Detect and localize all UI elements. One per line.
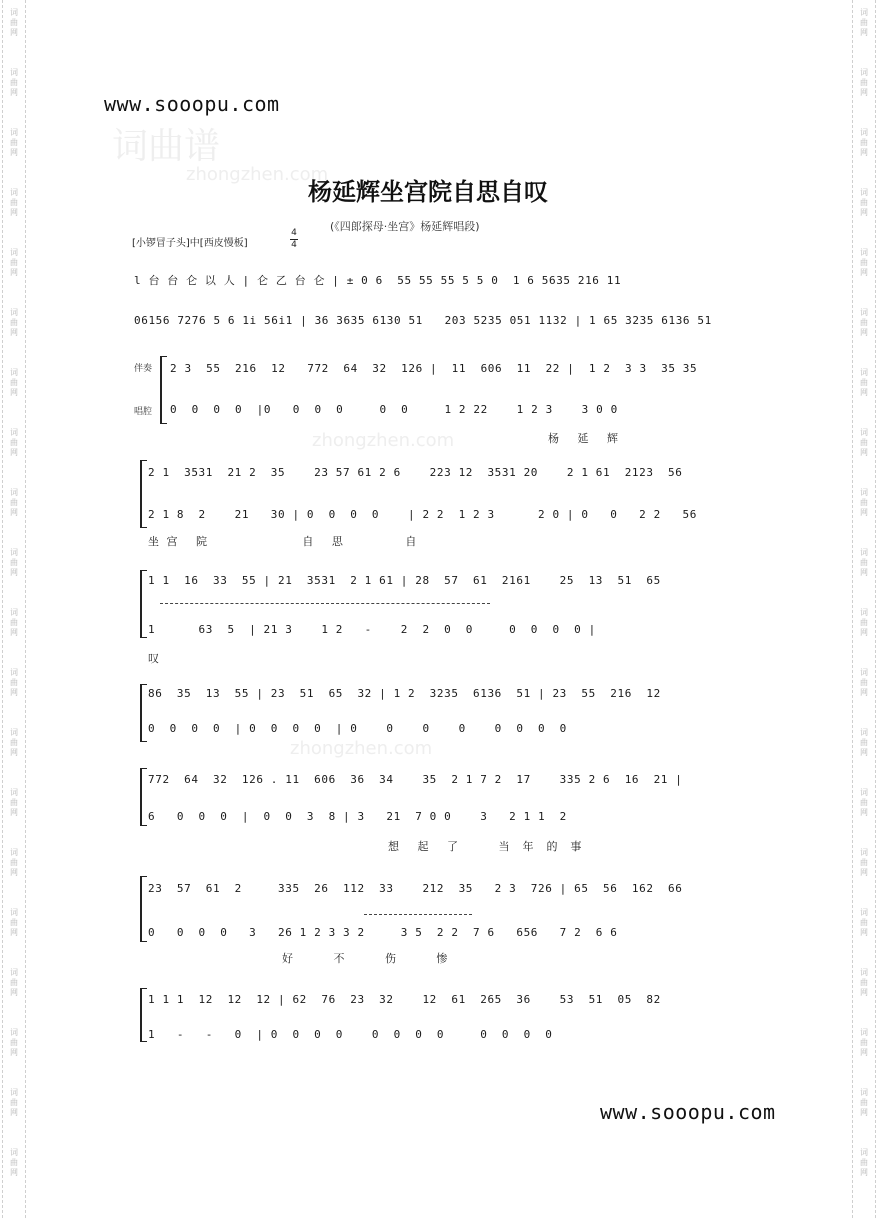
- side-watermark-label: 词 曲 网: [860, 308, 868, 337]
- side-watermark-label: 词 曲 网: [860, 908, 868, 937]
- side-watermark-label: 词 曲 网: [10, 68, 18, 97]
- lyric-line: 想 起 了 当 年 的 事: [388, 840, 584, 853]
- watermark: zhongzhen.com: [312, 430, 455, 451]
- system-bracket: [140, 570, 147, 638]
- site-url-bottom[interactable]: www.sooopu.com: [600, 1100, 776, 1124]
- meter-top: 4: [291, 228, 297, 238]
- notation-line: 6 0 0 0 | 0 0 3 8 | 3 21 7 0 0 3 2 1 1 2: [148, 810, 567, 823]
- side-watermark-label: 词 曲 网: [10, 1148, 18, 1177]
- watermark: zhongzhen.com: [186, 164, 329, 185]
- notation-line: 772 64 32 126 . 11 606 36 34 35 2 1 7 2 17 335 2 6 16 21 |: [148, 773, 683, 786]
- score-subtitle: (《四郎探母·坐宫》杨延辉唱段): [330, 220, 480, 233]
- side-watermark-label: 词 曲 网: [10, 428, 18, 457]
- side-watermark-label: 词 曲 网: [860, 68, 868, 97]
- side-watermark-label: 词 曲 网: [860, 488, 868, 517]
- side-watermark-label: 词 曲 网: [860, 428, 868, 457]
- side-watermark-label: 词 曲 网: [10, 1028, 18, 1057]
- side-watermark-label: 词 曲 网: [860, 548, 868, 577]
- side-watermark-label: 词 曲 网: [10, 848, 18, 877]
- lyric-line: 叹: [148, 652, 161, 665]
- left-margin-strip: [2, 0, 26, 1218]
- right-margin-strip: [852, 0, 876, 1218]
- side-watermark-label: 词 曲 网: [10, 8, 18, 37]
- side-watermark-label: 词 曲 网: [860, 368, 868, 397]
- side-watermark-label: 词 曲 网: [10, 968, 18, 997]
- system-bracket: [160, 356, 167, 424]
- side-watermark-label: 词 曲 网: [10, 908, 18, 937]
- side-watermark-label: 词 曲 网: [860, 248, 868, 277]
- side-watermark-label: 词 曲 网: [860, 188, 868, 217]
- side-watermark-label: 词 曲 网: [10, 608, 18, 637]
- side-watermark-label: 词 曲 网: [860, 1088, 868, 1117]
- side-watermark-label: 词 曲 网: [10, 188, 18, 217]
- system-bracket: [140, 684, 147, 742]
- site-url-top[interactable]: www.sooopu.com: [104, 92, 280, 116]
- notation-line: 1 1 16 33 55 | 21 3531 2 1 61 | 28 57 61 2161 25 13 51 65: [148, 574, 661, 587]
- meter-bottom: 4: [291, 240, 297, 250]
- side-watermark-label: 词 曲 网: [10, 248, 18, 277]
- side-watermark-label: 词 曲 网: [10, 368, 18, 397]
- side-watermark-label: 词 曲 网: [860, 1148, 868, 1177]
- tempo-marking: [小锣冒子头]中[西皮慢板]: [132, 238, 248, 249]
- watermark: zhongzhen.com: [290, 738, 433, 759]
- system-bracket: [140, 768, 147, 826]
- system-bracket: [140, 876, 147, 942]
- notation-line: 2 1 8 2 21 30 | 0 0 0 0 | 2 2 1 2 3 2 0 | 0 0 2 2 56: [148, 508, 697, 521]
- notation-line: 23 57 61 2 335 26 112 33 212 35 2 3 726 | 65 56 162 66: [148, 882, 683, 895]
- score-title: 杨延辉坐宫院自思自叹: [308, 178, 548, 206]
- side-watermark-label: 词 曲 网: [10, 128, 18, 157]
- side-watermark-label: 词 曲 网: [860, 1028, 868, 1057]
- side-watermark-label: 词 曲 网: [860, 848, 868, 877]
- notation-line: l 台 台 仑 以 人 | 仑 乙 台 仑 | ± 0 6 55 55 55 5 5 0 1 6 5635 216 11: [134, 274, 622, 287]
- side-watermark-label: 词 曲 网: [860, 128, 868, 157]
- notation-line: 1 1 1 12 12 12 | 62 76 23 32 12 61 265 36 53 51 05 82: [148, 993, 661, 1006]
- side-watermark-label: 词 曲 网: [10, 548, 18, 577]
- voice-part-label: 唱腔: [134, 407, 153, 417]
- side-watermark-label: 词 曲 网: [860, 668, 868, 697]
- time-signature: [290, 229, 298, 250]
- side-watermark-label: 词 曲 网: [10, 1088, 18, 1117]
- notation-line: 86 35 13 55 | 23 51 65 32 | 1 2 3235 6136 51 | 23 55 216 12: [148, 687, 661, 700]
- watermark: 词曲谱: [112, 126, 221, 167]
- instrument-part-label: 伴奏: [134, 364, 153, 374]
- system-bracket: [140, 460, 147, 528]
- notation-line: 2 1 3531 21 2 35 23 57 61 2 6 223 12 3531 20 2 1 61 2123 56: [148, 466, 683, 479]
- side-watermark-label: 词 曲 网: [860, 968, 868, 997]
- system-bracket: [140, 988, 147, 1042]
- side-watermark-label: 词 曲 网: [10, 488, 18, 517]
- notation-line: 1 63 5 | 21 3 1 2 - 2 2 0 0 0 0 0 0 |: [148, 623, 596, 636]
- notation-line: 2 3 55 216 12 772 64 32 126 | 11 606 11 22 | 1 2 3 3 35 35: [170, 362, 698, 375]
- lyric-line: 好 不 伤 惨: [282, 952, 450, 965]
- side-watermark-label: 词 曲 网: [860, 788, 868, 817]
- lyric-line: 杨 延 辉: [548, 432, 620, 445]
- notation-line: 0 0 0 0 |0 0 0 0 0 0 1 2 22 1 2 3 3 0 0: [170, 403, 618, 416]
- slur-mark: [160, 603, 490, 604]
- side-watermark-label: 词 曲 网: [10, 668, 18, 697]
- notation-line: 1 - - 0 | 0 0 0 0 0 0 0 0 0 0 0 0: [148, 1028, 553, 1041]
- lyric-line: 坐 宫 院 自 思 自: [148, 535, 419, 548]
- side-watermark-label: 词 曲 网: [860, 608, 868, 637]
- side-watermark-label: 词 曲 网: [10, 788, 18, 817]
- side-watermark-label: 词 曲 网: [860, 8, 868, 37]
- notation-line: 0 0 0 0 3 26 1 2 3 3 2 3 5 2 2 7 6 656 7 2 6 6: [148, 926, 618, 939]
- side-watermark-label: 词 曲 网: [10, 308, 18, 337]
- side-watermark-label: 词 曲 网: [10, 728, 18, 757]
- notation-line: 06156 7276 5 6 1i 56i1 | 36 3635 6130 51 203 5235 051 1132 | 1 65 3235 6136 51: [134, 314, 712, 327]
- notation-line: 0 0 0 0 | 0 0 0 0 | 0 0 0 0 0 0 0 0: [148, 722, 567, 735]
- slur-mark: [364, 914, 472, 915]
- side-watermark-label: 词 曲 网: [860, 728, 868, 757]
